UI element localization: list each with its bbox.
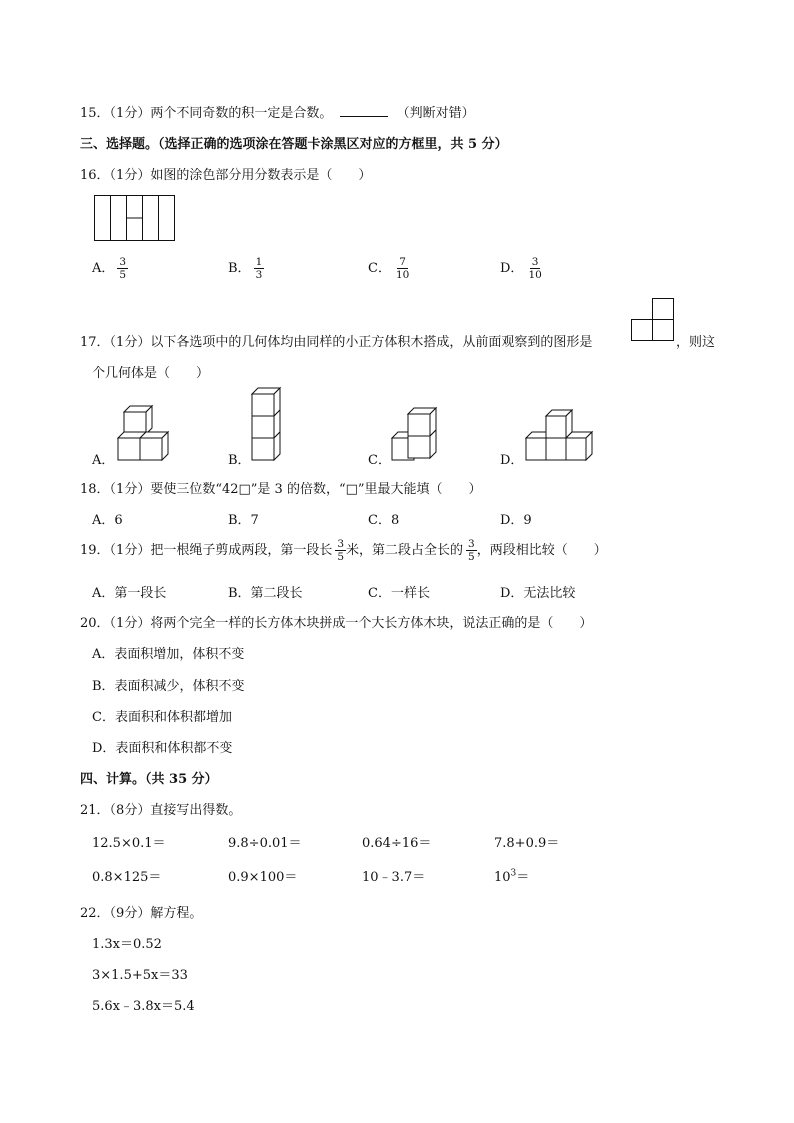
question-15-suffix: （判断对错）	[396, 106, 475, 121]
stem-part: ，两段相比较（ ）	[476, 543, 607, 558]
q20-option-b[interactable]: B．表面积减少，体积不变	[92, 679, 245, 694]
q16-option-b[interactable]	[228, 256, 264, 281]
answer-blank	[340, 104, 388, 117]
section-3-title: 三、选择题。（选择正确的选项涂在答题卡涂黑区对应的方框里，共 5 分）	[80, 137, 508, 152]
stem-part: 米，第二段占全长的	[346, 543, 464, 558]
q16-option-d[interactable]	[500, 256, 544, 281]
q18-option-d[interactable]: D．9	[500, 513, 532, 528]
q19-option-c[interactable]: C．一样长	[368, 586, 430, 601]
calc-item: 7.8+0.9＝	[494, 836, 560, 851]
question-15	[80, 102, 475, 121]
cube-figure-a	[118, 406, 178, 464]
front-view-figure	[631, 298, 675, 342]
question-20-stem: 20．（1分）将两个完全一样的长方体木块拼成一个大长方体木块，说法正确的是（ ）	[80, 616, 593, 631]
q16-option-a[interactable]	[92, 256, 128, 281]
question-16-stem: 16．（1分）如图的涂色部分用分数表示是（ ）	[80, 168, 372, 183]
power-equals: ＝	[516, 870, 530, 885]
denominator: 5	[337, 551, 345, 563]
question-15-stem: 15．（1分）两个不同奇数的积一定是合数。	[80, 106, 333, 121]
q17-option-c-label[interactable]: C．	[368, 453, 391, 468]
question-21-stem: 21．（8分）直接写出得数。	[80, 803, 242, 818]
cube-figure-c	[390, 406, 440, 464]
q16-option-c[interactable]	[368, 256, 411, 281]
calc-item: 9.8÷0.01＝	[228, 836, 302, 851]
question-22-stem: 22．（9分）解方程。	[80, 906, 203, 921]
q20-option-d[interactable]: D．表面积和体积都不变	[92, 741, 233, 756]
calc-item-power	[494, 866, 529, 885]
denominator: 5	[119, 269, 127, 281]
numerator: 3	[337, 538, 345, 550]
numerator: 3	[468, 538, 475, 550]
q20-option-c[interactable]: C．表面积和体积都增加	[92, 710, 232, 725]
q19-option-a[interactable]: A．第一段长	[92, 586, 167, 601]
q19-option-d[interactable]: D．无法比较	[500, 586, 576, 601]
q20-option-a[interactable]: A．表面积增加，体积不变	[92, 647, 245, 662]
stem-part: 19．（1分）把一根绳子剪成两段，第一段长	[80, 543, 333, 558]
calc-item: 0.64÷16＝	[362, 836, 432, 851]
option-label: C．	[368, 261, 391, 276]
section-4-title: 四、计算。（共 35 分）	[80, 772, 218, 787]
q17-option-d-label[interactable]: D．	[500, 453, 524, 468]
q18-option-c[interactable]: C．8	[368, 513, 400, 528]
cube-figure-b	[250, 386, 286, 464]
q18-option-a[interactable]: A．6	[92, 513, 123, 528]
question-18-stem: 18．（1分）要使三位数“42□”是 3 的倍数，“□”里最大能填（ ）	[80, 482, 482, 497]
numerator: 1	[255, 256, 263, 268]
fraction	[394, 256, 411, 281]
fraction	[526, 256, 543, 281]
denominator: 10	[528, 269, 542, 281]
denominator: 10	[395, 269, 410, 281]
power-exponent: 3	[510, 868, 517, 879]
denominator: 5	[468, 551, 475, 563]
question-17-stem-c: 个几何体是（ ）	[92, 366, 210, 381]
numerator: 3	[119, 256, 127, 268]
fraction	[117, 256, 128, 281]
q18-option-b[interactable]: B．7	[228, 513, 259, 528]
calc-item: 0.8×125＝	[92, 870, 162, 885]
question-19-stem	[80, 538, 607, 563]
equation-3: 5.6x﹣3.8x＝5.4	[92, 999, 195, 1014]
q19-option-b[interactable]: B．第二段长	[228, 586, 303, 601]
question-17-stem-b: ，则这	[676, 335, 716, 350]
cube-figure-d	[524, 410, 594, 462]
option-label: A．	[92, 261, 115, 276]
equation-2: 3×1.5+5x＝33	[92, 968, 188, 983]
fraction	[466, 538, 477, 563]
option-label: B．	[228, 261, 251, 276]
q17-option-a-label[interactable]: A．	[92, 453, 115, 468]
fraction-rectangle-figure	[94, 195, 176, 242]
fraction	[254, 256, 265, 281]
question-17-stem-a: 17．（1分）以下各选项中的几何体均由同样的小正方体积木搭成，从前面观察到的图形是	[80, 335, 593, 350]
fraction	[335, 538, 346, 563]
power-base: 10	[494, 870, 511, 885]
calc-item: 0.9×100＝	[228, 870, 298, 885]
calc-item: 10﹣3.7＝	[362, 870, 426, 885]
option-label: D．	[500, 261, 524, 276]
equation-1: 1.3x＝0.52	[92, 937, 162, 952]
denominator: 3	[255, 269, 263, 281]
numerator: 7	[399, 256, 406, 268]
calc-item: 12.5×0.1＝	[92, 836, 166, 851]
q17-option-b-label[interactable]: B．	[228, 453, 251, 468]
numerator: 3	[531, 256, 539, 268]
